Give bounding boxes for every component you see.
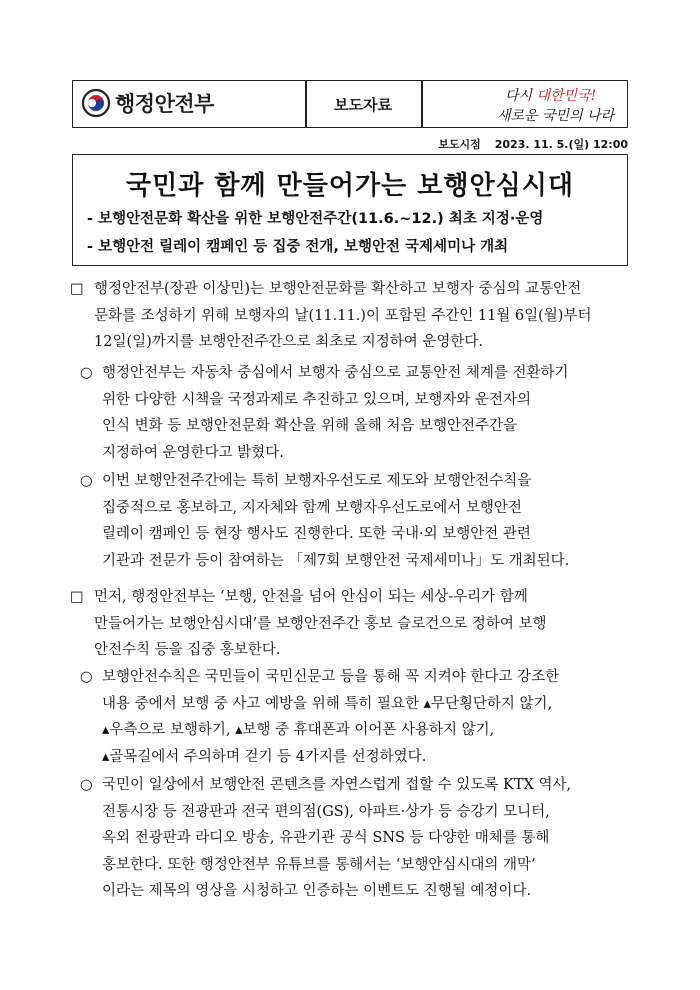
paragraph-line: 홍보한다. 또한 행정안전부 유튜브를 통해서는 ‘보행안심시대의 개막’ — [102, 856, 536, 873]
ministry-name: 행정안전부 — [115, 92, 214, 116]
paragraph-line: ▴우측으로 보행하기, ▴보행 중 휴대폰과 이어폰 사용하지 않기, — [102, 722, 495, 738]
subheadline-1: - 보행안전문화 확산을 위한 보행안전주간(11.6.~12.) 최초 지정·운영 — [87, 211, 544, 227]
header-box — [72, 80, 628, 128]
paragraph-line: 12일(일)까지를 보행안전주간으로 최초로 지정하여 운영한다. — [94, 334, 483, 350]
paragraph-line: 집중적으로 홍보하고, 지자체와 함께 보행자우선도로에서 보행안전 — [102, 499, 522, 516]
paragraph-line: 만들어가는 보행안심시대’를 보행안전주간 홍보 슬로건으로 정하여 보행 — [94, 615, 547, 632]
ministry-logo — [81, 88, 214, 118]
paragraph-line: 내용 중에서 보행 중 사고 예방을 위해 특히 필요한 ▴무단횡단하지 않기, — [102, 695, 553, 712]
release-time — [438, 136, 628, 152]
circle-bullet-icon: ○ — [80, 669, 93, 685]
paragraph-line: 안전수칙 등을 집중 홍보한다. — [94, 642, 281, 658]
paragraph-line: 행정안전부는 자동차 중심에서 보행자 중심으로 교통안전 체계를 전환하기 — [102, 365, 569, 381]
paragraph-line: 이라는 제목의 영상을 시청하고 인증하는 이벤트도 진행될 예정이다. — [102, 883, 532, 899]
release-datetime: 2023. 11. 5.(일) 12:00 — [494, 138, 628, 151]
paragraph-5 — [80, 664, 640, 770]
headline: 국민과 함께 만들어가는 보행안심시대 — [125, 171, 574, 201]
paragraph-4 — [70, 584, 640, 664]
paragraph-line: 행정안전부(장관 이상민)는 보행안전문화를 확산하고 보행자 중심의 교통안전 — [94, 281, 582, 297]
paragraph-line: ▴골목길에서 주의하며 걷기 등 4가지를 선정하였다. — [102, 748, 427, 765]
paragraph-line: 전통시장 등 전광판과 전국 편의점(GS), 아파트·상가 등 승강기 모니터, — [102, 803, 550, 820]
square-bullet-icon: □ — [70, 281, 84, 297]
title-box — [72, 154, 628, 266]
slogan-text-b: 대한민국! — [536, 88, 597, 104]
subheadline-2: - 보행안전 릴레이 캠페인 등 집중 전개, 보행안전 국제세미나 개최 — [87, 239, 509, 255]
paragraph-6 — [80, 772, 640, 905]
paragraph-line: 기관과 전문가 등이 참여하는 「제7회 보행안전 국제세미나」도 개최된다. — [102, 552, 570, 569]
release-label: 보도시점 — [438, 138, 481, 151]
circle-bullet-icon: ○ — [80, 777, 93, 793]
paragraph-line: 문화를 조성하기 위해 보행자의 날(11.11.)이 포함된 주간인 11월 6일(월)부터 — [94, 307, 592, 324]
press-release-label: 보도자료 — [334, 96, 392, 114]
paragraph-3 — [80, 468, 640, 574]
paragraph-line: 인식 변화 등 보행안전문화 확산을 위해 올해 처음 보행안전주간을 — [102, 418, 518, 434]
paragraph-line: 릴레이 캠페인 등 현장 행사도 진행한다. 또한 국내·외 보행안전 관련 — [102, 526, 531, 542]
paragraph-line: 국민이 일상에서 보행안전 콘텐츠를 자연스럽게 접할 수 있도록 KTX 역사, — [102, 777, 572, 793]
circle-bullet-icon: ○ — [80, 365, 93, 381]
paragraph-line: 보행안전수칙은 국민들이 국민신문고 등을 통해 꼭 지켜야 한다고 강조한 — [102, 669, 560, 685]
slogan-text-a: 다시 — [505, 88, 537, 104]
taegeuk-emblem-icon — [81, 88, 111, 118]
header-divider-right — [421, 81, 423, 127]
paragraph-line: 지정하여 운영한다고 밝혔다. — [102, 444, 284, 461]
square-bullet-icon: □ — [70, 589, 84, 605]
paragraph-line: 위한 다양한 시책을 국정과제로 추진하고 있으며, 보행자와 운전자의 — [102, 391, 532, 408]
paragraph-line: 먼저, 행정안전부는 ‘보행, 안전을 넘어 안심이 되는 세상-우리가 함께 — [94, 589, 528, 605]
paragraph-2 — [80, 360, 640, 466]
paragraph-line: 이번 보행안전주간에는 특히 보행자우선도로 제도와 보행안전수칙을 — [102, 473, 532, 489]
slogan — [477, 83, 625, 127]
circle-bullet-icon: ○ — [80, 473, 93, 489]
paragraph-1 — [70, 276, 640, 356]
paragraph-line: 옥외 전광판과 라디오 방송, 유관기관 공식 SNS 등 다양한 매체를 통해 — [102, 830, 550, 846]
slogan-text-line2: 새로운 국민의 나라 — [497, 108, 615, 124]
